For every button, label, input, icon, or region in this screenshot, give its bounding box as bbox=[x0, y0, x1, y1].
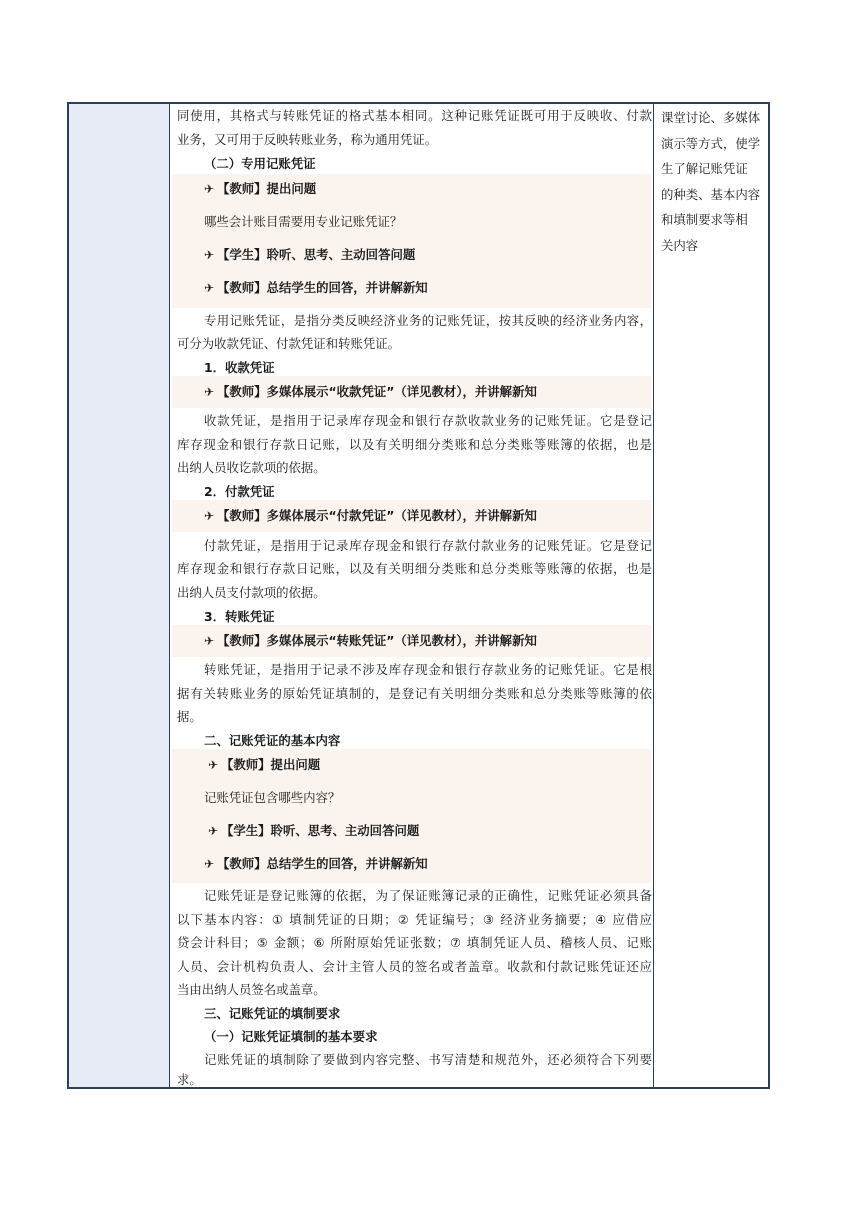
section-heading: 三、记账凭证的填制要求 bbox=[204, 1006, 341, 1021]
note-line: 的种类、基本内容 bbox=[661, 186, 761, 202]
airplane-icon: ✈ bbox=[204, 248, 215, 262]
left-column bbox=[69, 104, 170, 1087]
body-text-line: 付款凭证，是指用于记录库存现金和银行存款付款业务的记账凭证。它是登记 bbox=[204, 538, 652, 553]
section-heading: 2．付款凭证 bbox=[204, 484, 275, 499]
section-heading: 3．转账凭证 bbox=[204, 609, 275, 624]
body-text-line: 转账凭证，是指用于记录不涉及库存现金和银行存款业务的记账凭证。它是根 bbox=[204, 662, 652, 677]
question-text: 记账凭证包含哪些内容？ bbox=[204, 790, 341, 805]
teacher-activity: ✈ 【教师】总结学生的回答，并讲解新知 bbox=[204, 856, 428, 871]
body-text-line: 出纳人员收讫款项的依据。 bbox=[177, 460, 326, 475]
body-text-line: 出纳人员支付款项的依据。 bbox=[177, 585, 326, 600]
student-activity: ✈ 【学生】聆听、思考、主动回答问题 bbox=[208, 823, 420, 838]
body-text-line: 业务，又可用于反映转账业务，称为通用凭证。 bbox=[177, 132, 438, 147]
airplane-icon: ✈ bbox=[208, 824, 219, 838]
airplane-icon: ✈ bbox=[204, 385, 215, 399]
note-line: 生了解记账凭证 bbox=[661, 161, 748, 176]
airplane-icon: ✈ bbox=[204, 182, 215, 196]
section-heading: （二）专用记账凭证 bbox=[204, 156, 316, 171]
airplane-icon: ✈ bbox=[204, 634, 215, 648]
airplane-icon: ✈ bbox=[204, 281, 215, 295]
student-activity: ✈ 【学生】聆听、思考、主动回答问题 bbox=[204, 247, 416, 262]
teacher-activity: ✈ 【教师】多媒体展示“收款凭证”（详见教材），并讲解新知 bbox=[204, 384, 537, 399]
main-content-column bbox=[170, 104, 655, 1087]
note-line: 关内容 bbox=[661, 237, 699, 253]
body-text-line: 据。 bbox=[177, 709, 202, 724]
body-text-line: 据有关转账业务的原始凭证填制的，是登记有关明细分类账和总分类账等账簿的依 bbox=[177, 686, 652, 701]
lesson-table bbox=[67, 102, 770, 1089]
section-heading: 二、记账凭证的基本内容 bbox=[204, 733, 341, 748]
teacher-activity: ✈ 【教师】提出问题 bbox=[208, 757, 321, 772]
body-text-line: 库存现金和银行存款日记账，以及有关明细分类账和总分类账等账簿的依据，也是 bbox=[177, 561, 652, 576]
notes-column bbox=[653, 104, 768, 1087]
teacher-activity: ✈ 【教师】总结学生的回答，并讲解新知 bbox=[204, 280, 428, 295]
body-text-line: 记账凭证的填制除了要做到内容完整、书写清楚和规范外，还必须符合下列要 bbox=[204, 1052, 652, 1067]
teacher-activity: ✈ 【教师】多媒体展示“付款凭证”（详见教材），并讲解新知 bbox=[204, 508, 537, 523]
body-text-line: 收款凭证，是指用于记录库存现金和银行存款收款业务的记账凭证。它是登记 bbox=[204, 413, 652, 428]
body-text-line: 求。 bbox=[177, 1072, 202, 1087]
teacher-activity: ✈ 【教师】提出问题 bbox=[204, 181, 317, 196]
section-heading: 1．收款凭证 bbox=[204, 360, 275, 375]
note-line: 演示等方式，使学 bbox=[661, 135, 761, 151]
body-text-line: 可分为收款凭证、付款凭证和转账凭证。 bbox=[177, 336, 401, 351]
body-text-line: 当由出纳人员签名或盖章。 bbox=[177, 982, 326, 997]
question-text: 哪些会计账目需要用专业记账凭证？ bbox=[204, 214, 403, 229]
body-text-line: 同使用，其格式与转账凭证的格式基本相同。这种记账凭证既可用于反映收、付款 bbox=[177, 108, 652, 123]
teacher-activity: ✈ 【教师】多媒体展示“转账凭证”（详见教材），并讲解新知 bbox=[204, 633, 537, 648]
body-text-line: 人员、会计机构负责人、会计主管人员的签名或者盖章。收款和付款记账凭证还应 bbox=[177, 959, 652, 974]
body-text-line: 专用记账凭证，是指分类反映经济业务的记账凭证，按其反映的经济业务内容， bbox=[204, 313, 652, 328]
airplane-icon: ✈ bbox=[204, 857, 215, 871]
airplane-icon: ✈ bbox=[204, 509, 215, 523]
section-heading: （一）记账凭证填制的基本要求 bbox=[204, 1029, 378, 1044]
body-text-line: 贷会计科目；⑤ 金额；⑥ 所附原始凭证张数；⑦ 填制凭证人员、稽核人员、记账 bbox=[177, 935, 652, 950]
body-text-line: 以下基本内容：① 填制凭证的日期；② 凭证编号；③ 经济业务摘要；④ 应借应 bbox=[177, 912, 652, 927]
body-text-line: 库存现金和银行存款日记账，以及有关明细分类账和总分类账等账簿的依据，也是 bbox=[177, 437, 652, 452]
airplane-icon: ✈ bbox=[208, 758, 219, 772]
note-line: 课堂讨论、多媒体 bbox=[661, 110, 761, 125]
note-line: 和填制要求等相 bbox=[661, 212, 748, 227]
body-text-line: 记账凭证是登记账簿的依据，为了保证账簿记录的正确性，记账凭证必须具备 bbox=[204, 888, 652, 903]
